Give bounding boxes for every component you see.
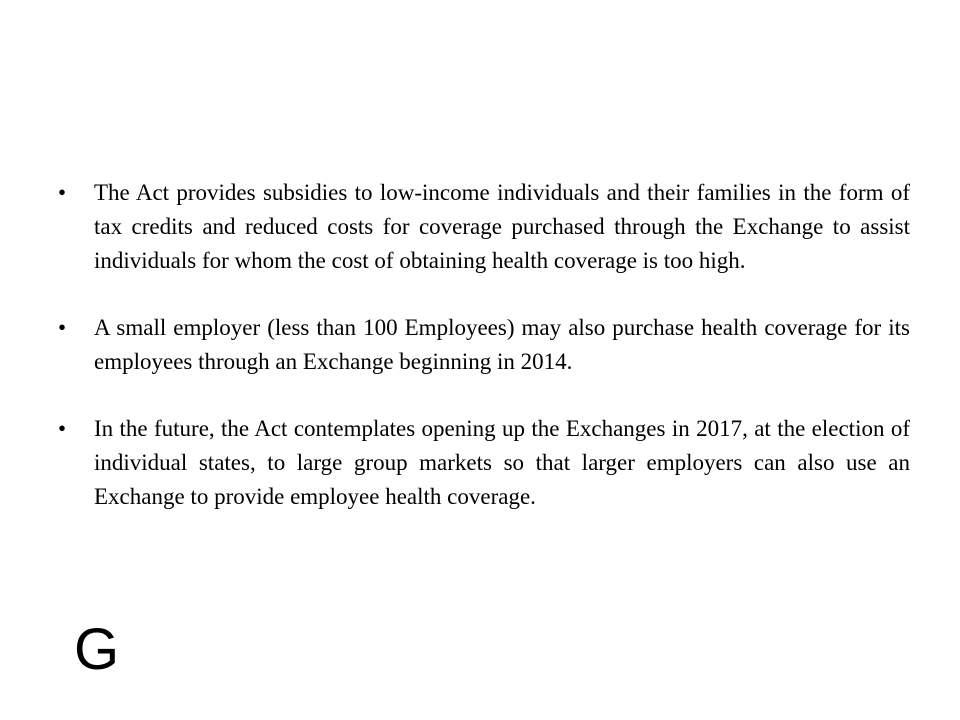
bullet-item-subsidies — [58, 176, 910, 278]
bullet-list — [58, 176, 910, 547]
bullet-marker: • — [58, 416, 67, 441]
bullet-marker: • — [58, 180, 67, 205]
bullet-text: In the future, the Act contemplates opening up the Exchanges in 2017, at the election of individual states, to large group markets so that larger employers can also use an Exchange to provide employee health coverage. — [94, 416, 910, 509]
bullet-text: The Act provides subsidies to low-income individuals and their families in the form of tax credits and reduced costs for coverage purchased through the Exchange to assist individuals for whom the cost of obtaining health coverage is too high. — [94, 180, 910, 273]
footer-logo-letter: G — [74, 617, 120, 682]
bullet-item-future — [58, 412, 910, 514]
bullet-marker: • — [58, 315, 67, 340]
bullet-item-small-employer — [58, 311, 910, 379]
bullet-text: A small employer (less than 100 Employees) may also purchase health coverage for its employees through an Exchange beginning in 2014. — [94, 315, 910, 374]
